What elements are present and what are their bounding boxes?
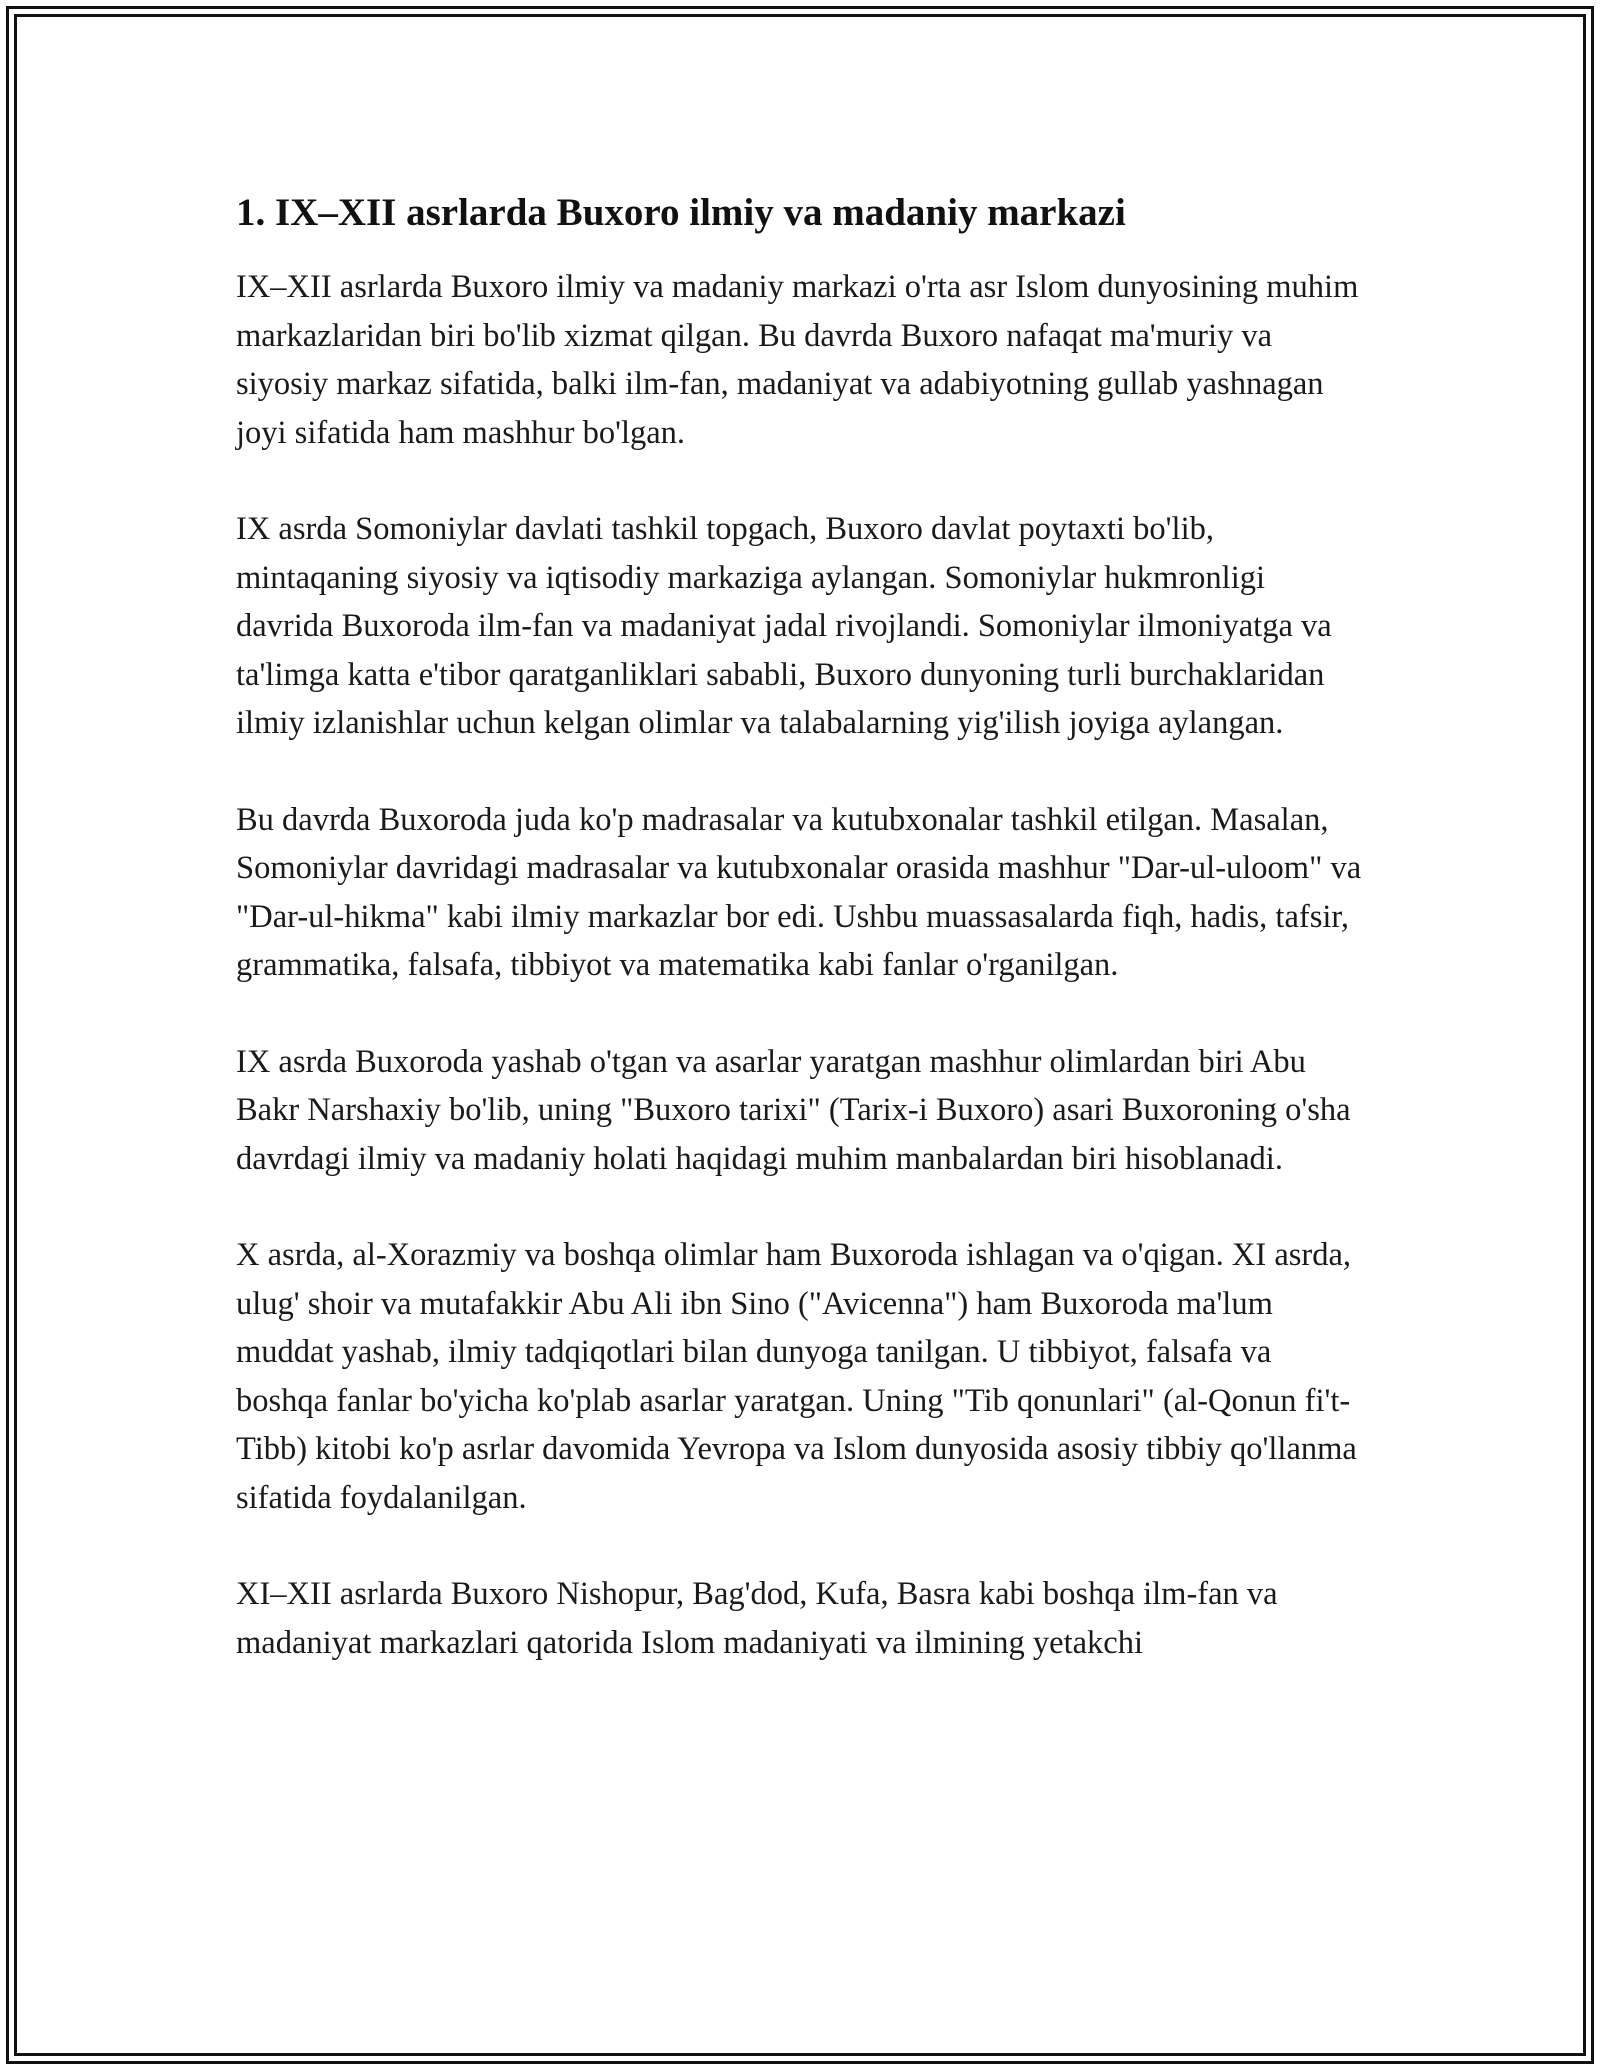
paragraph-5: X asrda, al-Xorazmiy va boshqa olimlar ham Buxoroda ishlagan va o'qigan. XI asrda, ulug' shoir va mutafakkir Abu Ali ibn Sino ("Avicenna") ham Buxoroda ma'lum muddat yashab, ilmiy tadqiqotlari bilan dunyoga tanilgan. U tibbiyot, falsafa va boshqa fanlar bo'yicha ko'plab asarlar yaratgan. Uning "Tib qonunlari" (al-Qonun fi't-Tibb) kitobi ko'p asrlar davomida Yevropa va Islom dunyosida asosiy tibbiy qo'llanma sifatida foydalanilgan. (236, 1237, 1357, 1516)
paragraph-4: IX asrda Buxoroda yashab o'tgan va asarlar yaratgan mashhur olimlardan biri Abu Bakr Narshaxiy bo'lib, uning "Buxoro tarixi" (Tarix-i Buxoro) asari Buxoroning o'sha davrdagi ilmiy va madaniy holati haqidagi muhim manbalardan biri hisoblanadi. (236, 1043, 1351, 1177)
paragraph-1: IX–XII asrlarda Buxoro ilmiy va madaniy markazi o'rta asr Islom dunyosining muhim markazlaridan biri bo'lib xizmat qilgan. Bu davrda Buxoro nafaqat ma'muriy va siyosiy markaz sifatida, balki ilm-fan, madaniyat va adabiyotning gullab yashnagan joyi sifatida ham mashhur bo'lgan. (236, 269, 1359, 451)
section-heading: 1. IX–XII asrlarda Buxoro ilmiy va madaniy markazi (236, 191, 1126, 234)
paragraph-6: XI–XII asrlarda Buxoro Nishopur, Bag'dod, Kufa, Basra kabi boshqa ilm-fan va madaniyat markazlari qatorida Islom madaniyati va ilmining yetakchi (236, 1576, 1278, 1661)
paragraph-3: Bu davrda Buxoroda juda ko'p madrasalar va kutubxonalar tashkil etilgan. Masalan, Somoniylar davridagi madrasalar va kutubxonalar orasida mashhur "Dar-ul-uloom" va "Dar-ul-hikma" kabi ilmiy markazlar bor edi. Ushbu muassasalarda fiqh, hadis, tafsir, grammatika, falsafa, tibbiyot va matematika kabi fanlar o'rganilgan. (236, 801, 1362, 983)
paragraph-2: IX asrda Somoniylar davlati tashkil topgach, Buxoro davlat poytaxti bo'lib, mintaqaning siyosiy va iqtisodiy markaziga aylangan. Somoniylar hukmronligi davrida Buxoroda ilm-fan va madaniyat jadal rivojlandi. Somoniylar ilmoniyatga va ta'limga katta e'tibor qaratganliklari sababli, Buxoro dunyoning turli burchaklaridan ilmiy izlanishlar uchun kelgan olimlar va talabalarning yig'ilish joyiga aylangan. (236, 511, 1332, 741)
document-body (236, 185, 1366, 1715)
